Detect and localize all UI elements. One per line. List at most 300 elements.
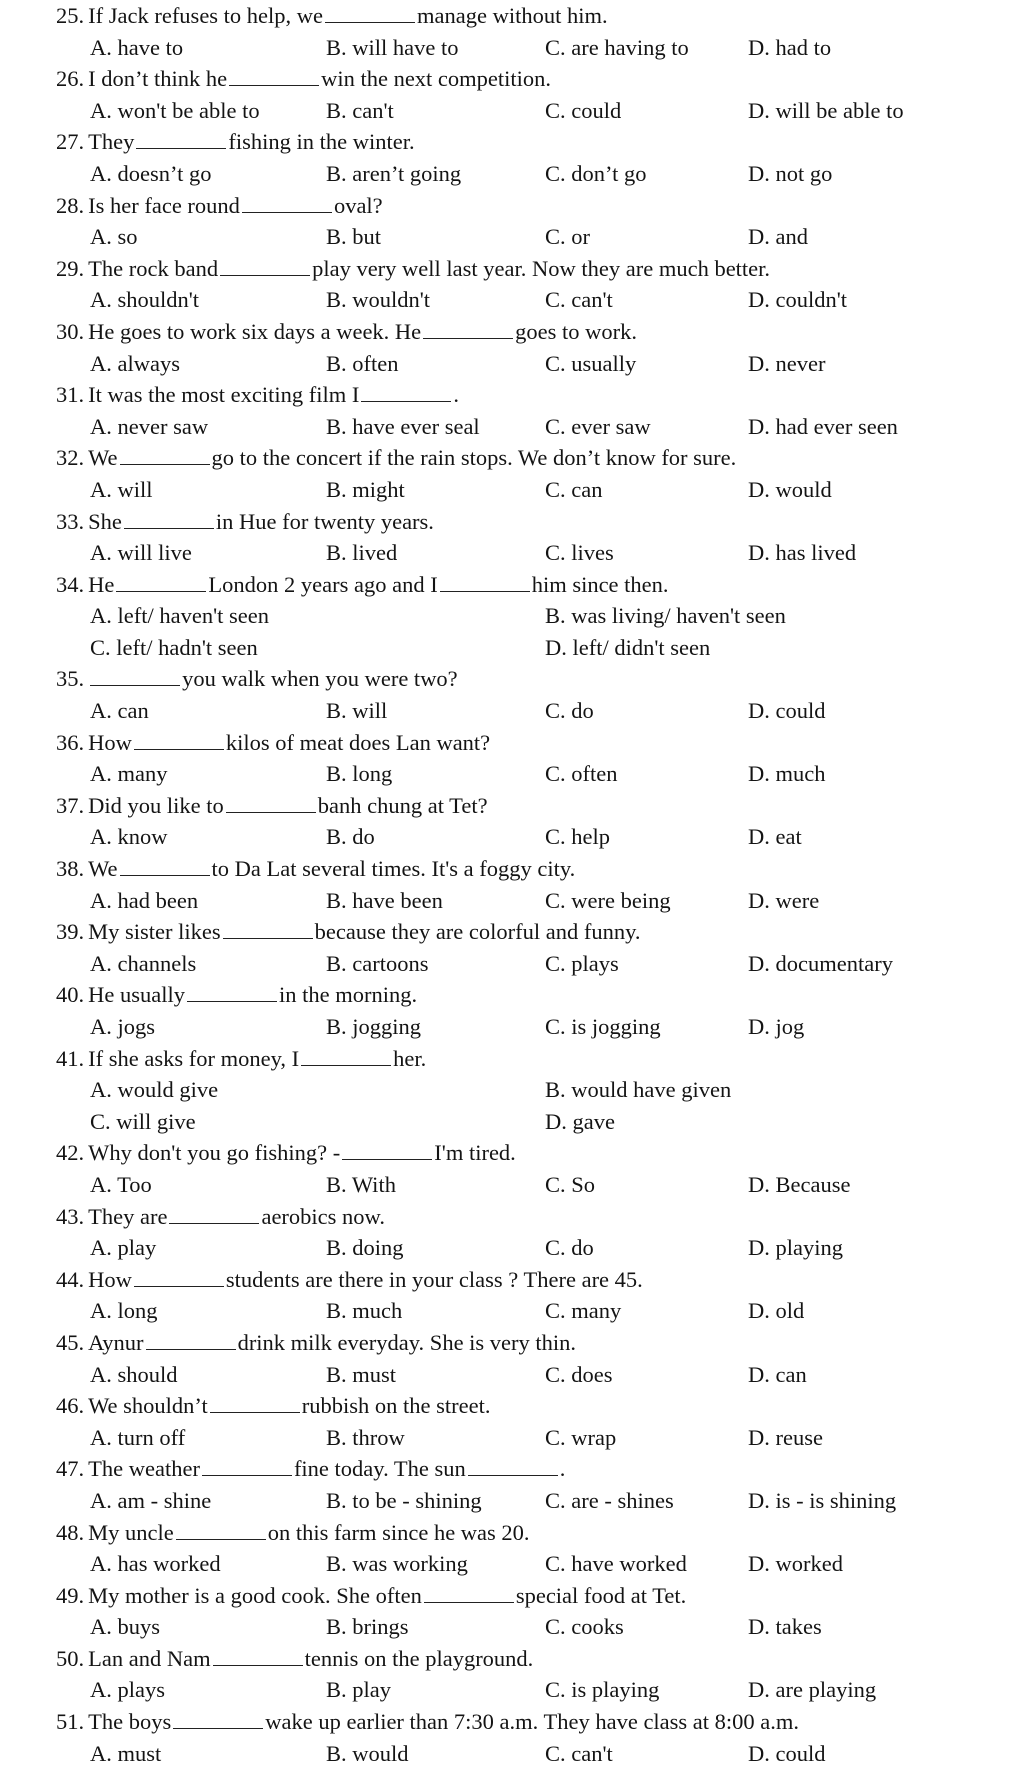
option-d[interactable]: D. had to (748, 34, 832, 60)
stem-text: in the morning. (278, 982, 418, 1008)
question-50 (56, 1643, 1024, 1706)
option-c[interactable]: C. left/ hadn't seen (90, 634, 258, 660)
option-b[interactable]: B. will (326, 698, 388, 724)
answer-blank[interactable] (120, 857, 210, 876)
answer-blank[interactable] (134, 731, 224, 750)
stem-text: drink milk everyday. She is very thin. (237, 1329, 577, 1355)
question-number: 25. (56, 3, 85, 28)
question-stem (56, 1580, 1024, 1612)
question-stem (56, 853, 1024, 885)
question-44 (56, 1264, 1024, 1327)
option-b[interactable]: B. have ever seal (326, 413, 480, 439)
stem-text: students are there in your class ? There are 45. (225, 1266, 643, 1292)
option-b[interactable]: B. but (326, 224, 382, 250)
answer-blank[interactable] (342, 1141, 432, 1160)
answer-blank[interactable] (242, 194, 332, 213)
answer-blank[interactable] (173, 1710, 263, 1729)
option-b[interactable]: B. doing (326, 1235, 404, 1261)
question-stem (56, 727, 1024, 759)
option-d[interactable]: D. gave (545, 1108, 615, 1134)
stem-text: her. (393, 1045, 427, 1071)
question-stem (56, 442, 1024, 474)
option-d[interactable]: D. worked (748, 1551, 843, 1577)
option-c[interactable]: C. were being (545, 887, 671, 913)
option-a[interactable]: A. always (90, 350, 180, 376)
question-list (56, 0, 1024, 1769)
stem-text: My mother is a good cook. She often (88, 1582, 422, 1608)
question-35 (56, 663, 1024, 726)
stem-text: London 2 years ago and I (208, 571, 438, 597)
stem-text: I'm tired. (434, 1140, 516, 1166)
answer-blank[interactable] (176, 1521, 266, 1540)
option-d[interactable]: D. not go (748, 160, 833, 186)
answer-blank[interactable] (301, 1047, 391, 1066)
question-stem (56, 1264, 1024, 1296)
option-c[interactable]: C. So (545, 1171, 596, 1197)
question-number: 47. (56, 1456, 85, 1482)
question-stem (56, 379, 1024, 411)
option-d[interactable]: D. takes (748, 1614, 822, 1640)
option-c[interactable]: C. or (545, 224, 590, 250)
stem-text: If Jack refuses to help, we (88, 3, 324, 28)
option-a[interactable]: A. doesn’t go (90, 160, 212, 186)
options-row (56, 695, 1024, 727)
stem-text: It was the most exciting film I (88, 382, 360, 408)
option-c[interactable]: C. will give (90, 1108, 196, 1134)
stem-text: He goes to work six days a week. He (88, 318, 422, 344)
option-b[interactable]: B. play (326, 1677, 391, 1703)
question-number: 36. (56, 729, 85, 755)
option-d[interactable]: D. Because (748, 1171, 851, 1197)
question-stem (56, 1390, 1024, 1422)
stem-text: She (88, 508, 122, 534)
question-number: 44. (56, 1266, 85, 1292)
options-row (56, 474, 1024, 506)
question-stem (56, 790, 1024, 822)
option-d[interactable]: D. never (748, 350, 826, 376)
options-row (56, 1674, 1024, 1706)
question-number: 34. (56, 571, 85, 597)
question-25 (56, 0, 1024, 63)
option-c[interactable]: C. are - shines (545, 1487, 674, 1513)
question-stem (56, 916, 1024, 948)
answer-blank[interactable] (440, 573, 530, 592)
options-row (56, 1011, 1024, 1043)
stem-text: The rock band (88, 255, 219, 281)
answer-blank[interactable] (423, 320, 513, 339)
options-row (56, 284, 1024, 316)
stem-text: kilos of meat does Lan want? (225, 729, 491, 755)
option-b[interactable]: B. was working (326, 1551, 468, 1577)
option-b[interactable]: B. would have given (545, 1077, 732, 1103)
answer-blank[interactable] (325, 4, 415, 23)
options-row (56, 1074, 1024, 1137)
answer-blank[interactable] (136, 130, 226, 149)
option-c[interactable]: C. do (545, 698, 594, 724)
option-b[interactable]: B. aren’t going (326, 160, 462, 186)
options-row (56, 158, 1024, 190)
option-b[interactable]: B. cartoons (326, 950, 429, 976)
question-stem (56, 316, 1024, 348)
option-a[interactable]: A. jogs (90, 1014, 156, 1039)
question-number: 37. (56, 792, 85, 818)
question-number: 46. (56, 1393, 85, 1419)
option-c[interactable]: C. can't (545, 287, 613, 313)
answer-blank[interactable] (213, 1647, 303, 1666)
option-b[interactable]: B. lived (326, 540, 398, 566)
stem-text: special food at Tet. (515, 1582, 687, 1608)
question-stem (56, 253, 1024, 285)
option-c[interactable]: C. lives (545, 540, 614, 566)
stem-text: They are (88, 1203, 168, 1229)
stem-text: aerobics now. (261, 1203, 385, 1229)
option-c[interactable]: C. can (545, 476, 603, 502)
option-d[interactable]: D. could (748, 1740, 826, 1766)
option-a[interactable]: A. must (90, 1740, 162, 1766)
question-number: 28. (56, 192, 85, 218)
question-stem (56, 63, 1024, 95)
options-row (56, 758, 1024, 790)
answer-blank[interactable] (210, 1394, 300, 1413)
question-36 (56, 727, 1024, 790)
question-51 (56, 1706, 1024, 1769)
option-b[interactable]: B. long (326, 761, 393, 787)
stem-text: The boys (88, 1709, 172, 1735)
question-number: 49. (56, 1582, 85, 1608)
option-d[interactable]: D. old (748, 1298, 805, 1324)
option-a[interactable]: A. have to (90, 34, 184, 60)
question-stem (56, 0, 1024, 32)
option-c[interactable]: C. plays (545, 950, 619, 976)
options-row (56, 537, 1024, 569)
option-b[interactable]: B. do (326, 824, 375, 850)
question-46 (56, 1390, 1024, 1453)
question-31 (56, 379, 1024, 442)
stem-text: I don’t think he (88, 66, 228, 92)
options-row (56, 1295, 1024, 1327)
question-stem (56, 1643, 1024, 1675)
stem-text: My sister likes (88, 919, 221, 945)
stem-text: He usually (88, 982, 185, 1008)
option-d[interactable]: D. and (748, 224, 808, 250)
option-c[interactable]: C. ever saw (545, 413, 651, 439)
question-stem (56, 1517, 1024, 1549)
stem-text: oval? (333, 192, 383, 218)
option-a[interactable]: A. am - shine (90, 1487, 212, 1513)
option-d[interactable]: D. would (748, 476, 832, 502)
option-b[interactable]: B. wouldn't (326, 287, 431, 313)
options-row (56, 885, 1024, 917)
question-stem (56, 190, 1024, 222)
option-c[interactable]: C. does (545, 1361, 613, 1387)
option-a[interactable]: A. long (90, 1298, 158, 1324)
question-32 (56, 442, 1024, 505)
option-c[interactable]: C. are having to (545, 34, 689, 60)
answer-blank[interactable] (220, 257, 310, 276)
option-c[interactable]: C. do (545, 1235, 594, 1261)
option-b[interactable]: B. brings (326, 1614, 409, 1640)
option-d[interactable]: D. will be able to (748, 97, 904, 123)
question-27 (56, 126, 1024, 189)
stem-text: fishing in the winter. (228, 129, 415, 155)
question-number: 43. (56, 1203, 85, 1229)
stem-text: rubbish on the street. (301, 1393, 491, 1419)
question-stem (56, 126, 1024, 158)
question-number: 51. (56, 1709, 85, 1735)
stem-text: play very well last year. Now they are much better. (312, 255, 771, 281)
option-a[interactable]: A. know (90, 824, 168, 850)
option-d[interactable]: D. documentary (748, 950, 893, 976)
question-stem (56, 1453, 1024, 1485)
options-row (56, 600, 1024, 663)
answer-blank[interactable] (124, 510, 214, 529)
option-a[interactable]: A. never saw (90, 413, 209, 439)
stem-text: My uncle (88, 1519, 174, 1545)
options-row (56, 1232, 1024, 1264)
option-a[interactable]: A. play (90, 1235, 157, 1261)
stem-text: We shouldn’t (88, 1393, 208, 1419)
option-c[interactable]: C. can't (545, 1740, 613, 1766)
option-c[interactable]: C. help (545, 824, 610, 850)
stem-text: They (88, 129, 135, 155)
option-c[interactable]: C. often (545, 761, 618, 787)
option-c[interactable]: C. could (545, 97, 622, 123)
option-c[interactable]: C. is jogging (545, 1014, 661, 1039)
question-29 (56, 253, 1024, 316)
stem-text: on this farm since he was 20. (267, 1519, 530, 1545)
question-number: 40. (56, 982, 85, 1008)
option-d[interactable]: D. much (748, 761, 826, 787)
question-28 (56, 190, 1024, 253)
stem-text: Lan and Nam (88, 1645, 211, 1671)
option-b[interactable]: B. often (326, 350, 399, 376)
options-row (56, 1359, 1024, 1391)
answer-blank[interactable] (202, 1457, 292, 1476)
question-stem (56, 1327, 1024, 1359)
option-b[interactable]: B. will have to (326, 34, 459, 60)
stem-text: him since then. (531, 571, 669, 597)
options-row (56, 1422, 1024, 1454)
stem-text: We (88, 856, 118, 882)
option-a[interactable]: A. has worked (90, 1551, 221, 1577)
options-row (56, 32, 1024, 64)
option-b[interactable]: B. much (326, 1298, 403, 1324)
options-row (56, 221, 1024, 253)
question-37 (56, 790, 1024, 853)
question-45 (56, 1327, 1024, 1390)
stem-text: fine today. The sun (293, 1456, 466, 1482)
option-d[interactable]: D. can (748, 1361, 807, 1387)
answer-blank[interactable] (187, 983, 277, 1002)
option-a[interactable]: A. had been (90, 887, 199, 913)
answer-blank[interactable] (120, 446, 210, 465)
stem-text: Aynur (88, 1329, 144, 1355)
stem-text: tennis on the playground. (304, 1645, 534, 1671)
stem-text: The weather (88, 1456, 200, 1482)
option-a[interactable]: A. plays (90, 1677, 165, 1703)
option-a[interactable]: A. won't be able to (90, 97, 260, 123)
answer-blank[interactable] (468, 1457, 558, 1476)
question-stem (56, 663, 1024, 695)
option-a[interactable]: A. shouldn't (90, 287, 200, 313)
option-b[interactable]: B. With (326, 1171, 396, 1197)
option-a[interactable]: A. should (90, 1361, 178, 1387)
option-a[interactable]: A. left/ haven't seen (90, 603, 269, 629)
question-number: 31. (56, 382, 85, 408)
option-d[interactable]: D. had ever seen (748, 413, 898, 439)
option-c[interactable]: C. have worked (545, 1551, 687, 1577)
option-d[interactable]: D. reuse (748, 1424, 823, 1450)
option-b[interactable]: B. have been (326, 887, 443, 913)
question-34 (56, 569, 1024, 664)
option-a[interactable]: A. will (90, 476, 153, 502)
stem-text: because they are colorful and funny. (314, 919, 641, 945)
stem-text: to Da Lat several times. It's a foggy city. (211, 856, 576, 882)
option-a[interactable]: A. would give (90, 1077, 219, 1103)
answer-blank[interactable] (134, 1268, 224, 1287)
answer-blank[interactable] (116, 573, 206, 592)
options-row (56, 821, 1024, 853)
option-d[interactable]: D. is - is shining (748, 1487, 897, 1513)
question-stem (56, 1043, 1024, 1075)
stem-text: banh chung at Tet? (317, 792, 488, 818)
option-c[interactable]: C. usually (545, 350, 637, 376)
question-number: 38. (56, 856, 85, 882)
answer-blank[interactable] (424, 1584, 514, 1603)
option-a[interactable]: A. can (90, 698, 149, 724)
option-d[interactable]: D. eat (748, 824, 802, 850)
question-43 (56, 1201, 1024, 1264)
question-number: 50. (56, 1645, 85, 1671)
option-a[interactable]: A. will live (90, 540, 192, 566)
option-a[interactable]: A. turn off (90, 1424, 186, 1450)
answer-blank[interactable] (223, 920, 313, 939)
question-38 (56, 853, 1024, 916)
option-d[interactable]: D. playing (748, 1235, 843, 1261)
stem-text: manage without him. (417, 3, 608, 28)
question-26 (56, 63, 1024, 126)
stem-text: you walk when you were two? (182, 666, 458, 692)
question-number: 45. (56, 1329, 85, 1355)
question-39 (56, 916, 1024, 979)
option-d[interactable]: D. couldn't (748, 287, 848, 313)
question-number: 33. (56, 508, 85, 534)
option-a[interactable]: A. channels (90, 950, 197, 976)
stem-text: go to the concert if the rain stops. We don’t know for sure. (211, 445, 737, 471)
option-b[interactable]: B. was living/ haven't seen (545, 603, 786, 629)
stem-text: Is her face round (88, 192, 240, 218)
option-d[interactable]: D. has lived (748, 540, 857, 566)
answer-blank[interactable] (90, 667, 180, 686)
option-a[interactable]: A. buys (90, 1614, 161, 1640)
question-number: 42. (56, 1140, 85, 1166)
option-c[interactable]: C. many (545, 1298, 622, 1324)
question-47 (56, 1453, 1024, 1516)
question-stem (56, 569, 1024, 601)
stem-text: . (453, 382, 459, 408)
option-d[interactable]: D. left/ didn't seen (545, 634, 711, 660)
option-b[interactable]: B. must (326, 1361, 397, 1387)
question-number: 41. (56, 1045, 85, 1071)
option-a[interactable]: A. so (90, 224, 138, 250)
option-b[interactable]: B. throw (326, 1424, 405, 1450)
stem-text: If she asks for money, I (88, 1045, 300, 1071)
option-b[interactable]: B. jogging (326, 1014, 422, 1039)
option-a[interactable]: A. many (90, 761, 168, 787)
answer-blank[interactable] (169, 1205, 259, 1224)
stem-text: goes to work. (515, 318, 638, 344)
stem-text: We (88, 445, 118, 471)
question-number: 27. (56, 129, 85, 155)
option-c[interactable]: C. cooks (545, 1614, 624, 1640)
option-b[interactable]: B. can't (326, 97, 394, 123)
option-a[interactable]: A. Too (90, 1171, 152, 1197)
question-number: 30. (56, 318, 85, 344)
stem-text: Did you like to (88, 792, 224, 818)
option-b[interactable]: B. might (326, 476, 405, 502)
question-number: 29. (56, 255, 85, 281)
question-number: 26. (56, 66, 85, 92)
question-40 (56, 979, 1024, 1042)
option-c[interactable]: C. don’t go (545, 160, 647, 186)
question-48 (56, 1517, 1024, 1580)
options-row (56, 95, 1024, 127)
answer-blank[interactable] (361, 383, 451, 402)
stem-text: How (88, 1266, 132, 1292)
option-b[interactable]: B. to be - shining (326, 1487, 482, 1513)
question-number: 35. (56, 666, 85, 692)
answer-blank[interactable] (229, 67, 319, 86)
question-33 (56, 506, 1024, 569)
option-d[interactable]: D. were (748, 887, 820, 913)
question-number: 48. (56, 1519, 85, 1545)
stem-text: He (88, 571, 115, 597)
question-stem (56, 1706, 1024, 1738)
question-41 (56, 1043, 1024, 1138)
stem-text: win the next competition. (321, 66, 552, 92)
option-c[interactable]: C. wrap (545, 1424, 617, 1450)
option-c[interactable]: C. is playing (545, 1677, 660, 1703)
options-row (56, 411, 1024, 443)
question-stem (56, 1201, 1024, 1233)
stem-text: . (559, 1456, 566, 1482)
answer-blank[interactable] (146, 1331, 236, 1350)
option-d[interactable]: D. jog (748, 1014, 805, 1039)
options-row (56, 348, 1024, 380)
stem-text: in Hue for twenty years. (215, 508, 434, 534)
question-49 (56, 1580, 1024, 1643)
options-row (56, 1611, 1024, 1643)
stem-text: wake up earlier than 7:30 a.m. They have class at 8:00 a.m. (265, 1709, 800, 1735)
question-stem (56, 1137, 1024, 1169)
question-stem (56, 979, 1024, 1011)
options-row (56, 1738, 1024, 1770)
options-row (56, 1485, 1024, 1517)
question-stem (56, 506, 1024, 538)
question-42 (56, 1137, 1024, 1200)
option-d[interactable]: D. are playing (748, 1677, 877, 1703)
question-number: 39. (56, 919, 85, 945)
option-b[interactable]: B. would (326, 1740, 409, 1766)
stem-text: Why don't you go fishing? - (88, 1140, 341, 1166)
question-30 (56, 316, 1024, 379)
option-d[interactable]: D. could (748, 698, 826, 724)
options-row (56, 948, 1024, 980)
options-row (56, 1548, 1024, 1580)
stem-text: How (88, 729, 132, 755)
answer-blank[interactable] (226, 794, 316, 813)
options-row (56, 1169, 1024, 1201)
